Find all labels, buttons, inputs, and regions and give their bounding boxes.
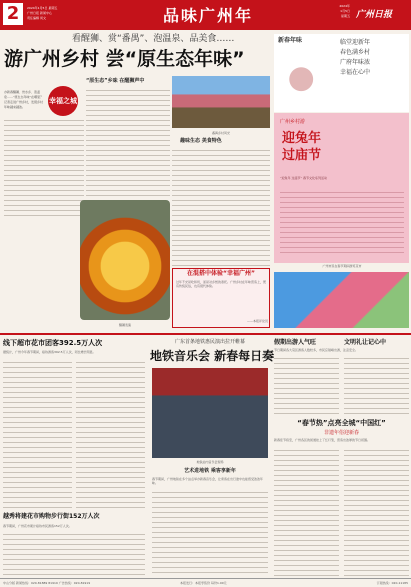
row2-left-body-2 bbox=[3, 532, 145, 576]
village-caption: 番禺乡村风光 bbox=[211, 131, 230, 135]
poem-title: 新春年味 bbox=[278, 37, 303, 44]
quote-box-signature: ——本报评论员 bbox=[246, 319, 268, 323]
row2-center-headline: 地铁音乐会 新春每日奏 bbox=[150, 349, 275, 363]
row2-center-subhead: 艺术进地铁 乘客享新年 bbox=[184, 468, 236, 474]
row2-left-headline: 线下超市花市团客392.5万人次 bbox=[3, 339, 103, 347]
newspaper-logo: 广州日报 bbox=[356, 10, 393, 20]
masthead-info: 2024年1月5日 星期五 广州日报 新闻中心 责任编辑 何文 bbox=[27, 6, 58, 20]
poster-caption: “迎兔年 过庙节” 春节文化系列活动 bbox=[280, 176, 328, 180]
concert-photo-caption: 地铁站内音乐会现场 bbox=[196, 460, 224, 464]
row2-right-headline-2: 文明礼让记心中 bbox=[344, 339, 387, 346]
lead-intro-lines bbox=[4, 118, 84, 218]
flower-market-photo bbox=[274, 272, 409, 328]
poster-body bbox=[280, 190, 404, 256]
row2-right-headline-1: 假期出游人气旺 bbox=[274, 339, 317, 346]
row2-right-feature-body bbox=[274, 448, 409, 576]
lead-body-1 bbox=[86, 88, 170, 196]
row2-right-feature-headline: “春节热”点亮全城“中国红” bbox=[297, 419, 386, 427]
lead-headline: 游广州乡村 尝“原生态年味” bbox=[4, 48, 245, 70]
lion-dance-caption: 醒狮表演 bbox=[118, 323, 131, 327]
seal-badge: 幸福之城 bbox=[48, 86, 78, 116]
row2-left-subheadline: 越秀将建花市购物步行街152万人次 bbox=[3, 513, 100, 520]
quote-box-title: 在混搭中体验“幸福广州” bbox=[187, 270, 255, 277]
row2-center-kicker: 广东首条地铁惠民演出拉开帷幕 bbox=[174, 339, 245, 345]
row2-center-text: 春节期间，广州地铁在多个站点举办新春音乐会，让乘客在出行途中也能感受浓浓年味。 bbox=[152, 477, 264, 485]
row2-left-subtext: 春节期间，广州花市累计接待市民游客152万人次。 bbox=[3, 524, 72, 528]
poster-logo: 广州乡村游 bbox=[280, 119, 306, 125]
footer-right: 订阅热线：020-11185 bbox=[376, 581, 408, 585]
concert-photo bbox=[152, 368, 268, 458]
village-photo bbox=[172, 76, 270, 128]
poster-title: 迎兔年 过庙节 bbox=[282, 131, 322, 163]
page-number: 2 bbox=[3, 3, 23, 25]
section-title: 品味广州年 bbox=[162, 6, 253, 25]
row2-left-body bbox=[3, 360, 145, 510]
lion-dance-photo bbox=[80, 200, 170, 320]
lead-body-2 bbox=[172, 148, 270, 266]
row2-right-col-text: 节日期间各大景区游客人数较多，市民应错峰出游，注意安全。 bbox=[274, 348, 359, 352]
row2-left-intro: 据统计，广州今年春节期间，接待游客392.5万人次，同比增长明显。 bbox=[3, 350, 96, 354]
lead-subhead-2: 趣味生态 美食特色 bbox=[180, 138, 222, 144]
poem-illustration bbox=[278, 48, 336, 100]
lead-intro: 办新春醒狮、赏水乡、泡温泉……“原生态年味”在哪里？记者走进广州乡村，发现乡村年味越来越浓。 bbox=[4, 90, 44, 109]
poem-text: 临堂迎新年 春色满乡村 广府年味浓 幸福在心中 bbox=[340, 39, 371, 76]
row2-center-body bbox=[152, 490, 268, 576]
section-divider bbox=[0, 333, 411, 335]
lead-subhead-1: “原生态”乡味 在醒狮声中 bbox=[86, 78, 145, 84]
issue-date: 2024年 1月5日 星期五 bbox=[339, 4, 350, 18]
footer-center: 本报发行：本报零售价 每份1.00元 bbox=[180, 581, 227, 585]
row2-right-feature-text: 新春佳节将至，广州各区的街道挂上了红灯笼，营造出浓厚的节日氛围。 bbox=[274, 438, 371, 442]
row2-right-feature-subhead: 非遗年俗迎新春 bbox=[323, 430, 359, 436]
sidebar-caption: 广州市民在春节期间游览花市 bbox=[322, 264, 362, 268]
footer-left: 中山分版 新闻热线：020-81889 81919 广告热线：020-81919 bbox=[3, 581, 91, 585]
row2-right-body bbox=[274, 356, 409, 414]
footer-rule bbox=[0, 578, 411, 579]
lead-kicker: 看醒狮、赏“番禺”、泡温泉、品美食…… bbox=[72, 34, 235, 44]
quote-box-text: 过年不光是吃和玩，而是对乡愁的寄托。广州乡村在年味营造上，既有传统民俗，也有现代体验。 bbox=[176, 280, 266, 288]
